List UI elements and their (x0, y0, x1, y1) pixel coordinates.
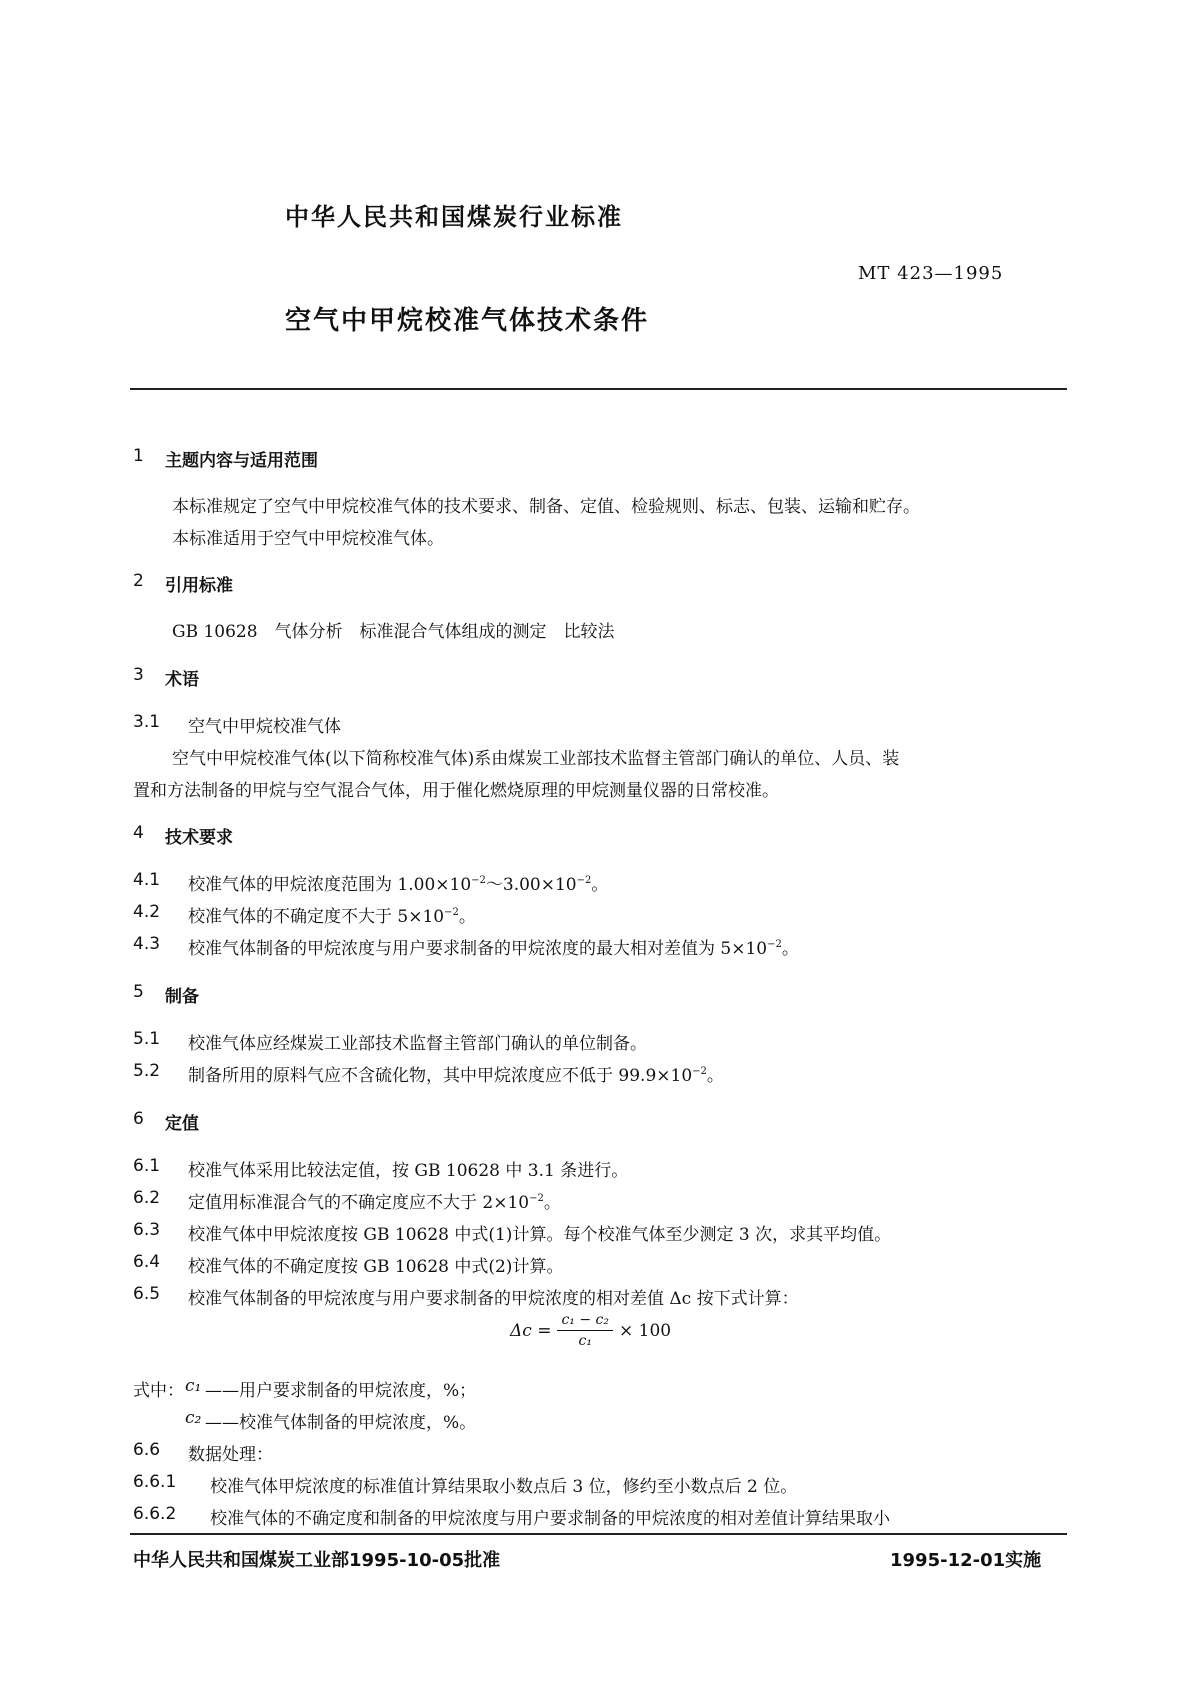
item-6-5-text: 校准气体制备的甲烷浓度与用户要求制备的甲烷浓度的相对差值 Δc 按下式计算： (188, 1289, 799, 1309)
item-4-2-text: 校准气体的不确定度不大于 $5\times 10^{-2}$。 (188, 907, 476, 927)
item-6-4-number: 6.4 (133, 1252, 161, 1272)
item-4-1-number: 4.1 (133, 870, 161, 890)
document-title: 空气中甲烷校准气体技术条件 (285, 306, 650, 336)
standard-code: MT 423—1995 (858, 263, 1004, 284)
approval-statement: 中华人民共和国煤炭工业部1995-10-05批准 (133, 1550, 501, 1571)
section-3-title: 术语 (165, 670, 199, 690)
effective-date: 1995-12-01实施 (890, 1550, 1042, 1571)
section-2-title: 引用标准 (165, 576, 233, 596)
standard-category: 中华人民共和国煤炭行业标准 (285, 203, 623, 231)
item-5-1-number: 5.1 (133, 1029, 161, 1049)
item-4-3-number: 4.3 (133, 934, 161, 954)
section-1-para-2: 本标准适用于空气中甲烷校准气体。 (172, 529, 444, 549)
item-6-6-2-text: 校准气体的不确定度和制备的甲烷浓度与用户要求制备的甲烷浓度的相对差值计算结果取小 (210, 1509, 890, 1529)
item-6-1-text: 校准气体采用比较法定值，按 GB 10628 中 3.1 条进行。 (188, 1161, 629, 1181)
item-4-3-text: 校准气体制备的甲烷浓度与用户要求制备的甲烷浓度的最大相对差值为 $5\times 10^{-2}$。 (188, 939, 799, 959)
formula-numerator: c₁ − c₂ (557, 1312, 613, 1331)
item-6-6-2-number: 6.6.2 (133, 1504, 177, 1524)
header-rule (130, 388, 1067, 390)
item-6-4-text: 校准气体的不确定度按 GB 10628 中式(2)计算。 (188, 1257, 564, 1277)
section-4-title: 技术要求 (165, 828, 233, 848)
item-6-1-number: 6.1 (133, 1156, 161, 1176)
section-1-number: 1 (133, 446, 144, 466)
section-6-number: 6 (133, 1109, 144, 1129)
section-3-number: 3 (133, 665, 144, 685)
item-6-6-1-number: 6.6.1 (133, 1472, 177, 1492)
item-6-6-text: 数据处理： (188, 1445, 273, 1465)
section-5-title: 制备 (165, 987, 199, 1007)
footer-rule (130, 1533, 1067, 1535)
section-1-title: 主题内容与适用范围 (165, 451, 318, 471)
item-3-1-number: 3.1 (133, 712, 161, 732)
formula-denominator: c₁ (578, 1333, 592, 1349)
formula-lhs: Δc = (510, 1320, 552, 1341)
section-6-title: 定值 (165, 1114, 199, 1134)
section-4-number: 4 (133, 823, 144, 843)
item-6-6-number: 6.6 (133, 1440, 161, 1460)
item-4-2-number: 4.2 (133, 902, 161, 922)
where-label: 式中： (133, 1381, 184, 1401)
item-6-3-text: 校准气体中甲烷浓度按 GB 10628 中式(1)计算。每个校准气体至少测定 3 次，求其平均值。 (188, 1225, 892, 1245)
item-6-2-text: 定值用标准混合气的不确定度应不大于 $2\times 10^{-2}$。 (188, 1193, 561, 1213)
formula-rhs: × 100 (619, 1320, 672, 1341)
item-3-1-para-2: 置和方法制备的甲烷与空气混合气体，用于催化燃烧原理的甲烷测量仪器的日常校准。 (133, 781, 779, 801)
item-6-3-number: 6.3 (133, 1220, 161, 1240)
item-3-1-title: 空气中甲烷校准气体 (188, 717, 341, 737)
formula-fraction (557, 1312, 613, 1349)
section-1-para-1: 本标准规定了空气中甲烷校准气体的技术要求、制备、定值、检验规则、标志、包装、运输和贮存。 (172, 497, 920, 517)
where-1-text: ——用户要求制备的甲烷浓度，%； (205, 1381, 477, 1401)
delta-c-formula (510, 1312, 671, 1349)
where-1-symbol: c₁ (185, 1376, 202, 1396)
section-2-para-1: GB 10628 气体分析 标准混合气体组成的测定 比较法 (172, 622, 615, 642)
where-2-symbol: c₂ (185, 1408, 202, 1428)
item-5-2-number: 5.2 (133, 1061, 161, 1081)
item-5-2-text: 制备所用的原料气应不含硫化物，其中甲烷浓度应不低于 $99.9\times 10^{-2}$。 (188, 1066, 724, 1086)
item-6-6-1-text: 校准气体甲烷浓度的标准值计算结果取小数点后 3 位，修约至小数点后 2 位。 (210, 1477, 798, 1497)
section-5-number: 5 (133, 982, 144, 1002)
item-3-1-para-1: 空气中甲烷校准气体(以下简称校准气体)系由煤炭工业部技术监督主管部门确认的单位、人员、装 (172, 749, 900, 769)
item-4-1-text: 校准气体的甲烷浓度范围为 $1.00\times 10^{-2}\sim 3.00\times 10^{-2}$。 (188, 875, 609, 895)
item-6-5-number: 6.5 (133, 1284, 161, 1304)
section-2-number: 2 (133, 571, 144, 591)
item-6-2-number: 6.2 (133, 1188, 161, 1208)
item-5-1-text: 校准气体应经煤炭工业部技术监督主管部门确认的单位制备。 (188, 1034, 647, 1054)
where-2-text: ——校准气体制备的甲烷浓度，%。 (205, 1413, 477, 1433)
